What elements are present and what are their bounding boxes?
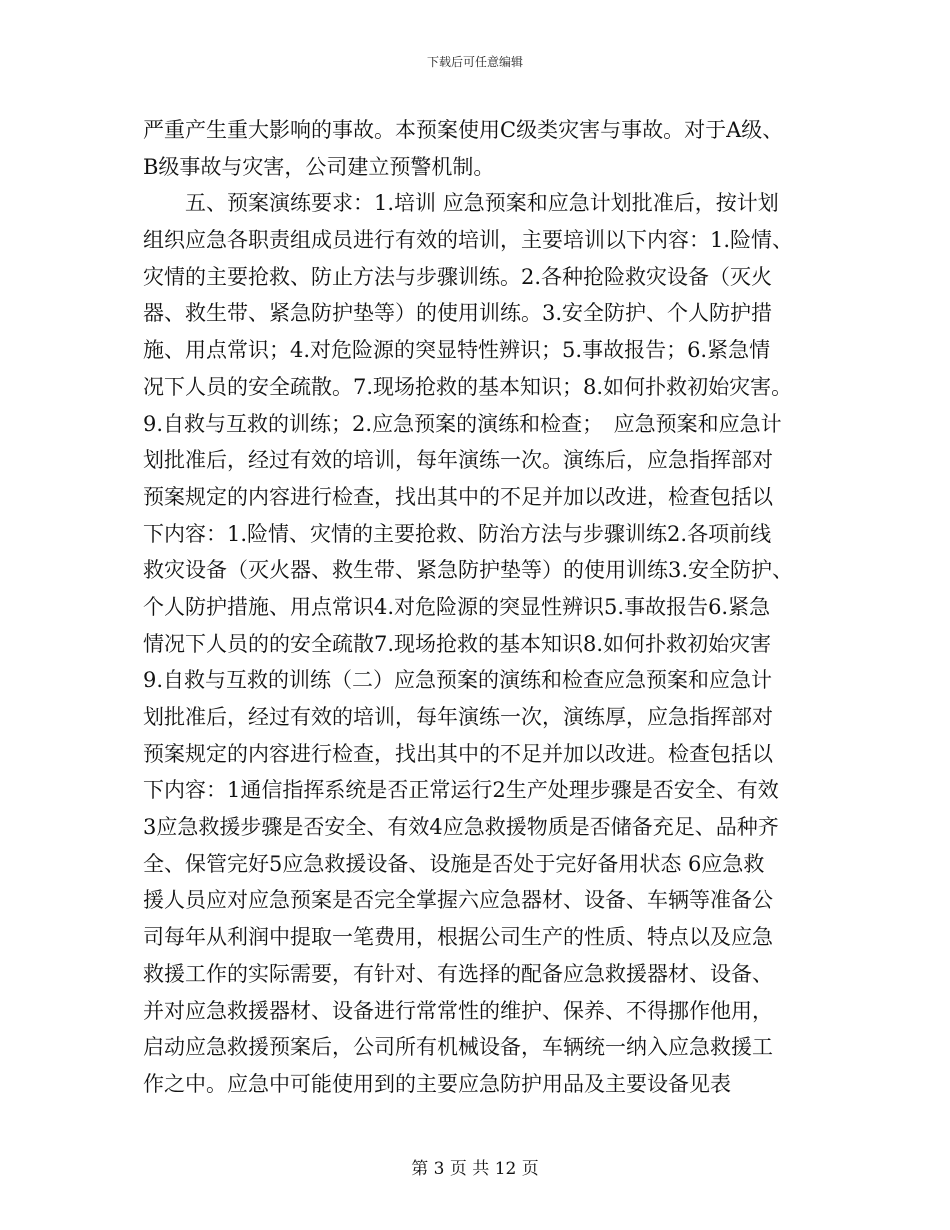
text-line: 预案规定的内容进行检查，找出其中的不足并加以改进，检查包括以 <box>143 484 773 509</box>
text-line: 3应急救援步骤是否安全、有效4应急救援物质是否储备充足、品种齐 <box>143 815 779 840</box>
text-line: 全、保管完好5应急救援设备、设施是否处于完好备用状态 6应急救 <box>143 851 765 876</box>
text-line: 下内容：1通信指挥系统是否正常运行2生产处理步骤是否安全、有效 <box>143 778 779 803</box>
text-line: 五、预案演练要求：1.培训 应急预案和应急计划批准后，按计划 <box>185 191 779 216</box>
text-line: 9.自救与互救的训练（二）应急预案的演练和检查应急预案和应急计 <box>143 668 773 693</box>
text-line: 严重产生重大影响的事故。本预案使用C级类灾害与事故。对于A级、 <box>143 118 784 142</box>
text-line: 组织应急各职责组成员进行有效的培训，主要培训以下内容：1.险情、 <box>143 228 794 253</box>
text-line: 划批准后，经过有效的培训，每年演练一次，演练厚，应急指挥部对 <box>143 705 773 729</box>
text-line: 下内容：1.险情、灾情的主要抢救、防治方法与步骤训练2.各项前线 <box>143 521 772 546</box>
text-line: 情况下人员的的安全疏散7.现场抢救的基本知识8.如何扑救初始灾害 <box>143 631 772 656</box>
text-line: 司每年从利润中提取一笔费用，根据公司生产的性质、特点以及应急 <box>143 925 773 950</box>
page-header: 下载后可任意编辑 <box>426 55 523 69</box>
text-line: 灾情的主要抢救、防止方法与步骤训练。2.各种抢险救灾设备（灭火 <box>143 264 773 289</box>
text-line: 救援工作的实际需要，有针对、有选择的配备应急救援器材、设备、 <box>143 961 773 986</box>
text-line: 况下人员的安全疏散。7.现场抢救的基本知识；8.如何扑救初始灾害。 <box>143 374 793 399</box>
text-line: 划批准后，经过有效的培训，每年演练一次。演练后，应急指挥部对 <box>143 448 773 473</box>
text-line: 援人员应对应急预案是否完全掌握六应急器材、设备、车辆等准备公 <box>143 888 773 913</box>
text-line: 施、用点常识；4.对危险源的突显特性辨识；5.事故报告；6.紧急情 <box>143 338 771 363</box>
document-body <box>143 112 813 1103</box>
text-line: 启动应急救援预案后，公司所有机械设备，车辆统一纳入应急救援工 <box>143 1035 773 1060</box>
text-line: 9.自救与互救的训练；2.应急预案的演练和检查； 应急预案和应急计 <box>143 411 782 436</box>
text-line: B级事故与灾害，公司建立预警机制。 <box>143 154 495 179</box>
text-line: 作之中。应急中可能使用到的主要应急防护用品及主要设备见表 <box>143 1071 731 1096</box>
page-footer: 第 3 页 共 12 页 <box>411 1159 539 1179</box>
text-line: 预案规定的内容进行检查，找出其中的不足并加以改进。检查包括以 <box>143 741 773 766</box>
text-line: 器、救生带、紧急防护垫等）的使用训练。3.安全防护、个人防护措 <box>143 301 773 326</box>
text-line: 并对应急救援器材、设备进行常常性的维护、保养、不得挪作他用， <box>143 998 773 1023</box>
text-line: 个人防护措施、用点常识4.对危险源的突显性辨识5.事故报告6.紧急 <box>143 594 771 619</box>
text-line: 救灾设备（灭火器、救生带、紧急防护垫等）的使用训练3.安全防护、 <box>143 558 794 583</box>
